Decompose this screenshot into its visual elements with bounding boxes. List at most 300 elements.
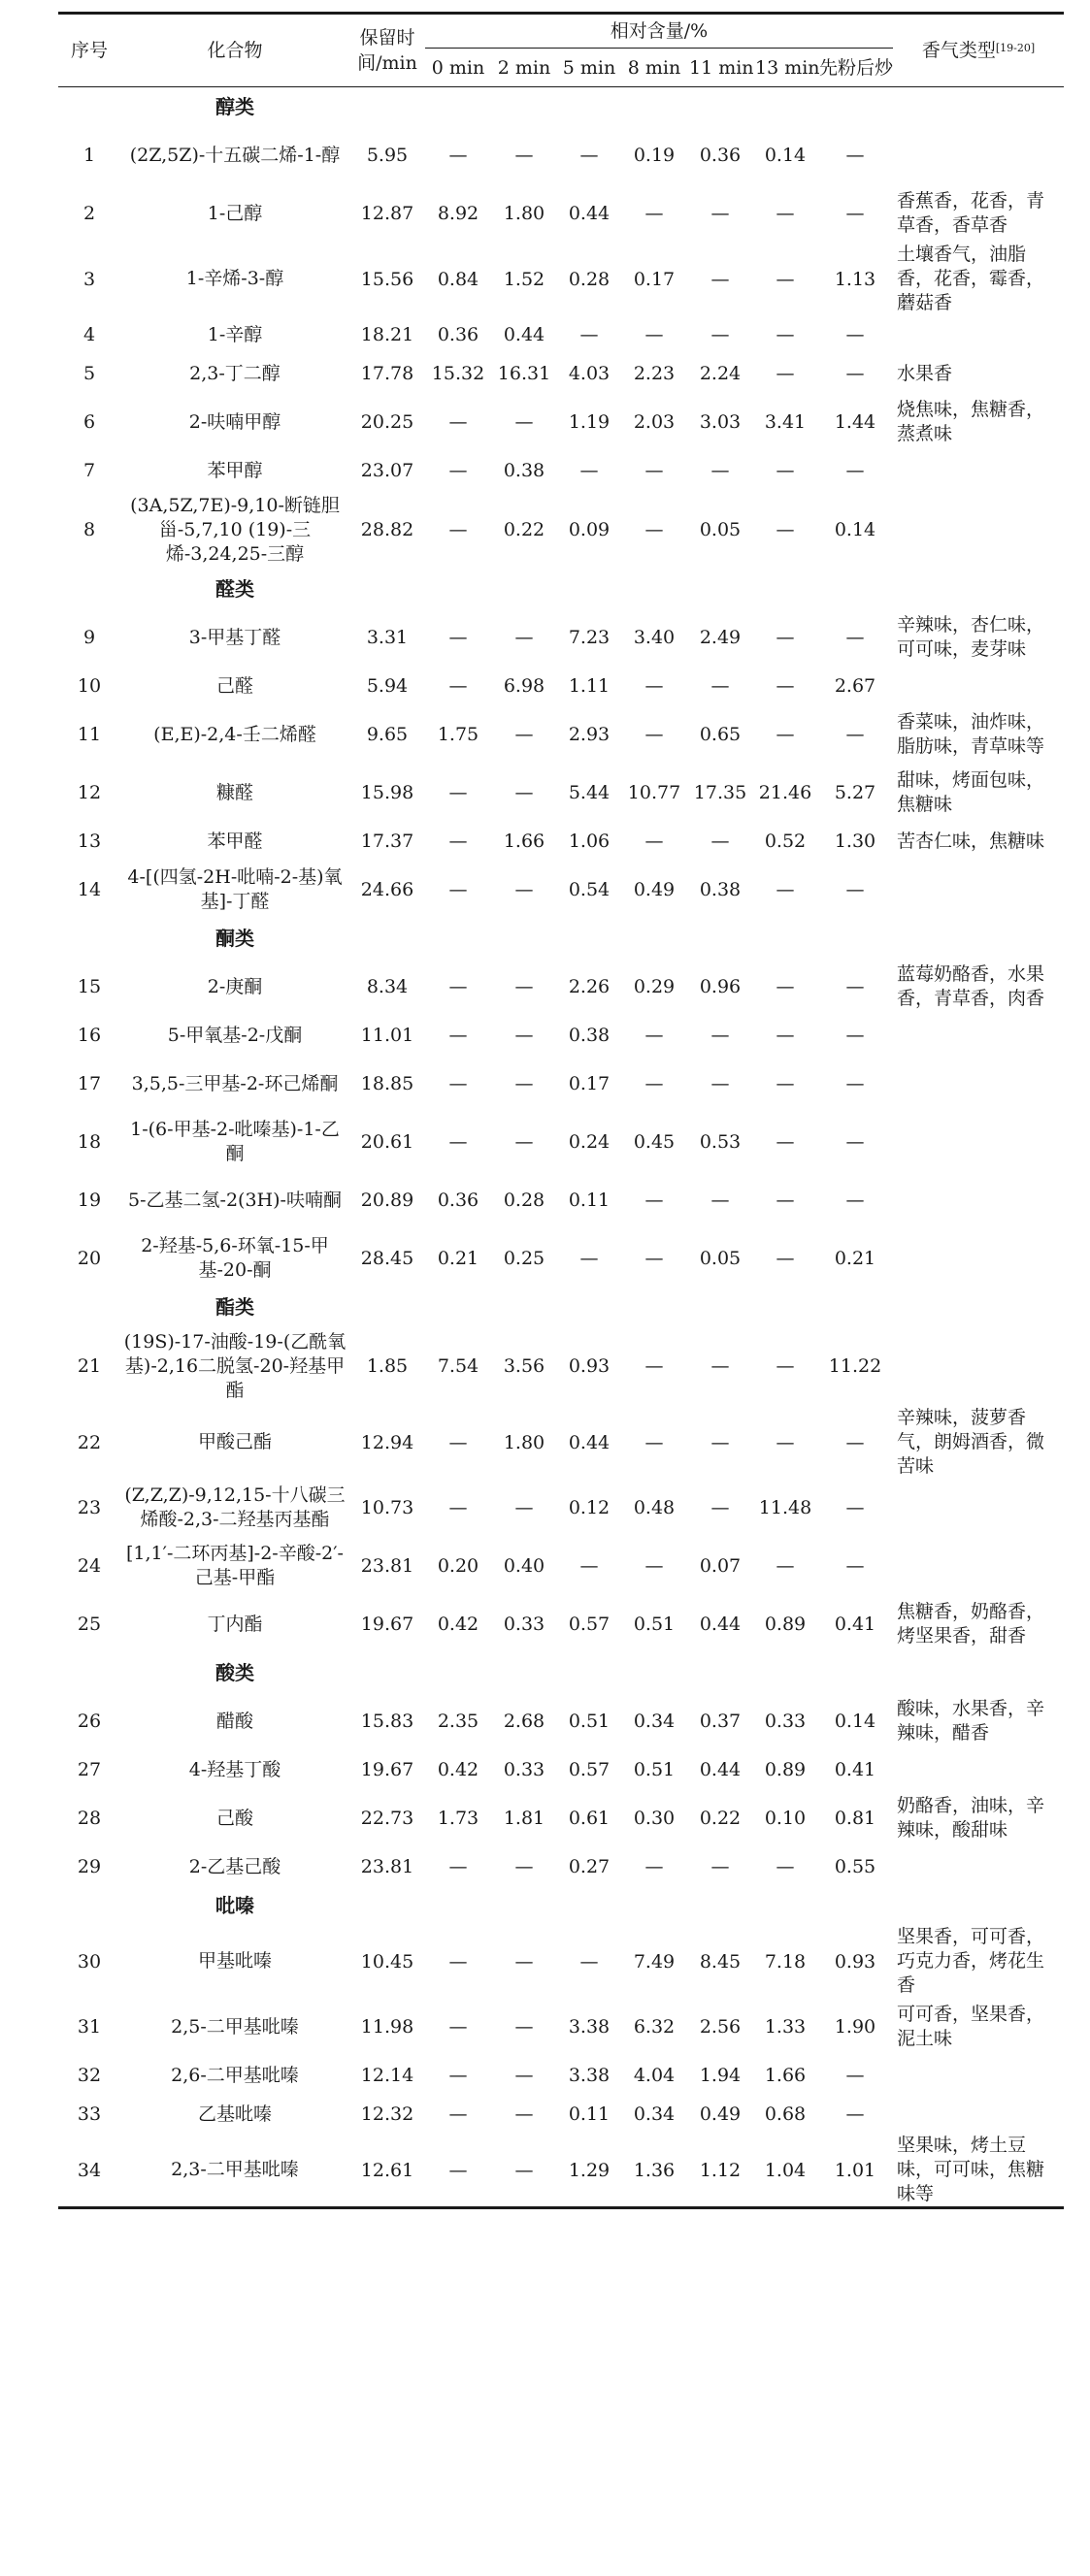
table-row (58, 126, 1064, 184)
table-row (58, 1847, 1064, 1886)
relative-content-5: — (776, 1431, 795, 1453)
retention-time: 11.01 (360, 1025, 414, 1046)
relative-content-0: — (448, 1950, 468, 1973)
relative-content-6: — (845, 1131, 865, 1153)
row-number: 25 (77, 1614, 102, 1635)
relative-content-0: 0.84 (437, 268, 479, 290)
aroma-type: 香菜味，油炸味，脂肪味，青草味等 (897, 711, 1045, 757)
table-row (58, 1925, 1064, 1998)
compound-name: 2,5-二甲基吡嗪 (171, 2015, 299, 2038)
relative-content-5: 0.89 (764, 1614, 807, 1635)
relative-content-0: 0.20 (437, 1555, 479, 1577)
relative-content-4: — (710, 1355, 730, 1377)
row-number: 5 (83, 363, 96, 384)
relative-content-0: — (448, 627, 468, 648)
relative-content-4: — (710, 831, 730, 852)
retention-time: 9.65 (366, 724, 409, 745)
table-row (58, 1229, 1064, 1288)
row-number: 4 (83, 324, 96, 345)
retention-time: 10.45 (360, 1950, 414, 1973)
relative-content-4: 0.65 (699, 724, 742, 745)
relative-content-4: — (710, 1190, 730, 1211)
relative-content-2: 0.44 (568, 1431, 611, 1453)
relative-content-1: 1.80 (503, 1431, 545, 1453)
aroma-type: 烧焦味，焦糖香，蒸煮味 (897, 399, 1045, 444)
compound-name: 3,5,5-三甲基-2-环己烯酮 (131, 1072, 339, 1094)
relative-content-2: 7.23 (568, 627, 611, 648)
retention-time: 15.98 (360, 782, 414, 803)
aroma-type: 甜味，烤面包味，焦糖味 (897, 769, 1045, 815)
relative-content-5: 0.52 (764, 831, 807, 852)
aroma-type (893, 1479, 1064, 1537)
retention-time: 22.73 (360, 1808, 414, 1829)
table-row (58, 1537, 1064, 1595)
aroma-type: 酸味，水果香，辛辣味，醋香 (897, 1698, 1045, 1744)
relative-content-4: 0.96 (699, 976, 742, 997)
relative-content-3: — (644, 460, 664, 481)
relative-content-6: 0.14 (834, 1711, 876, 1732)
retention-time: 12.94 (360, 1431, 414, 1453)
relative-content-6: — (845, 976, 865, 997)
relative-content-2: 0.57 (568, 1759, 611, 1780)
retention-time: 12.14 (360, 2065, 414, 2086)
header-col-4: 11 min (687, 49, 753, 87)
relative-content-2: 0.51 (568, 1711, 611, 1732)
row-number: 6 (83, 411, 96, 433)
relative-content-0: — (448, 976, 468, 997)
table-row (58, 490, 1064, 570)
compound-name: 2,3-二甲基吡嗪 (171, 2159, 299, 2180)
retention-time: 17.37 (360, 831, 414, 852)
relative-content-1: — (514, 145, 534, 166)
category-spacer (58, 570, 120, 608)
relative-content-1: — (514, 1073, 534, 1094)
retention-time: 24.66 (360, 879, 414, 900)
retention-time: 23.07 (360, 460, 414, 481)
category-row (58, 1886, 1064, 1925)
retention-time: 11.98 (360, 2016, 414, 2038)
header-col-5: 13 min (753, 49, 817, 87)
relative-content-6: — (845, 363, 865, 384)
category-spacer (349, 1653, 1064, 1692)
retention-time: 17.78 (360, 363, 414, 384)
aroma-type: 香蕉香，花香，青草香，香草香 (897, 190, 1045, 236)
relative-content-2: 0.38 (568, 1025, 611, 1046)
relative-content-6: 0.55 (834, 1856, 876, 1877)
category-row (58, 919, 1064, 958)
relative-content-0: 0.36 (437, 324, 479, 345)
relative-content-3: 3.40 (633, 627, 676, 648)
table-row (58, 354, 1064, 393)
relative-content-5: — (776, 1248, 795, 1269)
relative-content-3: 0.34 (633, 2103, 676, 2125)
relative-content-1: — (514, 1497, 534, 1518)
compound-name: (Z,Z,Z)-9,12,15-十八碳三烯酸-2,3-二羟基丙基酯 (124, 1484, 346, 1530)
relative-content-0: 0.42 (437, 1759, 479, 1780)
retention-time: 1.85 (366, 1355, 409, 1377)
aroma-type (893, 2056, 1064, 2095)
relative-content-4: 2.56 (699, 2016, 742, 2038)
relative-content-0: — (448, 1856, 468, 1877)
compound-name: 苯甲醇 (207, 459, 263, 481)
relative-content-3: — (644, 1190, 664, 1211)
relative-content-2: 0.44 (568, 203, 611, 224)
relative-content-4: 17.35 (693, 782, 747, 803)
relative-content-0: — (448, 1497, 468, 1518)
relative-content-3: — (644, 324, 664, 345)
header-col-3: 8 min (621, 49, 687, 87)
row-number: 3 (83, 268, 96, 290)
relative-content-0: — (448, 2065, 468, 2086)
relative-content-5: 1.33 (764, 2016, 807, 2038)
relative-content-4: 1.94 (699, 2065, 742, 2086)
relative-content-6: — (845, 324, 865, 345)
retention-time: 23.81 (360, 1555, 414, 1577)
relative-content-3: — (644, 1025, 664, 1046)
relative-content-2: — (579, 1950, 599, 1973)
row-number: 33 (77, 2103, 102, 2125)
compound-name: 1-(6-甲基-2-吡嗪基)-1-乙酮 (130, 1119, 340, 1164)
header-aroma (893, 14, 1064, 87)
relative-content-0: — (448, 2159, 468, 2181)
relative-content-2: 0.11 (568, 1190, 611, 1211)
compound-table (58, 12, 1064, 2209)
aroma-type: 奶酪香，油味，辛辣味，酸甜味 (897, 1795, 1045, 1841)
relative-content-3: 0.48 (633, 1497, 676, 1518)
compound-name: 4-[(四氢-2H-吡喃-2-基)氧基]-丁醛 (127, 866, 343, 912)
row-number: 27 (77, 1759, 102, 1780)
relative-content-2: 1.29 (568, 2159, 611, 2181)
relative-content-0: — (448, 2016, 468, 2038)
relative-content-0: 1.75 (437, 724, 479, 745)
relative-content-1: — (514, 1856, 534, 1877)
table-row (58, 1171, 1064, 1229)
relative-content-3: 0.29 (633, 976, 676, 997)
relative-content-3: 0.51 (633, 1614, 676, 1635)
row-number: 28 (77, 1808, 102, 1829)
table-row (58, 315, 1064, 354)
retention-time: 12.61 (360, 2159, 414, 2181)
relative-content-6: — (845, 145, 865, 166)
relative-content-1: — (514, 724, 534, 745)
relative-content-4: 8.45 (699, 1950, 742, 1973)
relative-content-3: — (644, 1555, 664, 1577)
row-number: 8 (83, 519, 96, 540)
retention-time: 18.21 (360, 324, 414, 345)
compound-name: 己醛 (215, 674, 253, 697)
relative-content-6: 0.41 (834, 1614, 876, 1635)
row-number: 17 (77, 1073, 102, 1094)
row-number: 30 (77, 1950, 102, 1973)
relative-content-1: 0.28 (503, 1190, 545, 1211)
relative-content-0: — (448, 1025, 468, 1046)
relative-content-5: 1.66 (764, 2065, 807, 2086)
retention-time: 20.61 (360, 1131, 414, 1153)
relative-content-0: — (448, 879, 468, 900)
aroma-type (893, 1537, 1064, 1595)
relative-content-6: 1.44 (834, 411, 876, 433)
compound-name: 苯甲醛 (207, 830, 263, 852)
relative-content-2: — (579, 1248, 599, 1269)
relative-content-4: 0.05 (699, 1248, 742, 1269)
relative-content-5: 1.04 (764, 2159, 807, 2181)
relative-content-6: 1.01 (834, 2159, 876, 2181)
relative-content-5: — (776, 675, 795, 697)
relative-content-1: 1.81 (503, 1808, 545, 1829)
compound-name: 4-羟基丁酸 (188, 1758, 281, 1780)
category-spacer (349, 919, 1064, 958)
category-spacer (58, 919, 120, 958)
relative-content-6: — (845, 1555, 865, 1577)
relative-content-5: — (776, 1190, 795, 1211)
relative-content-1: 0.44 (503, 324, 545, 345)
relative-content-1: — (514, 411, 534, 433)
relative-content-2: 0.09 (568, 519, 611, 540)
row-number: 9 (83, 627, 96, 648)
relative-content-0: 0.21 (437, 1248, 479, 1269)
aroma-type: 坚果香，可可香，巧克力香，烤花生香 (897, 1926, 1045, 1996)
relative-content-2: 4.03 (568, 363, 611, 384)
category-spacer (349, 570, 1064, 608)
aroma-type (893, 451, 1064, 490)
retention-time: 5.94 (366, 675, 409, 697)
relative-content-5: 0.33 (764, 1711, 807, 1732)
header-col-2: 5 min (557, 49, 621, 87)
relative-content-4: 1.12 (699, 2159, 742, 2181)
relative-content-3: — (644, 519, 664, 540)
relative-content-5: — (776, 1025, 795, 1046)
relative-content-1: — (514, 2103, 534, 2125)
category-label: 醛类 (215, 577, 254, 601)
row-number: 29 (77, 1856, 102, 1877)
aroma-type: 坚果味，烤土豆味，可可味，焦糖味等 (897, 2135, 1045, 2204)
compound-name: 2-庚酮 (207, 975, 263, 997)
relative-content-6: — (845, 724, 865, 745)
relative-content-2: 1.06 (568, 831, 611, 852)
relative-content-4: 2.49 (699, 627, 742, 648)
relative-content-2: 0.24 (568, 1131, 611, 1153)
relative-content-6: — (845, 203, 865, 224)
relative-content-1: — (514, 976, 534, 997)
relative-content-4: — (710, 1073, 730, 1094)
relative-content-2: — (579, 324, 599, 345)
compound-name: 糠醛 (215, 781, 253, 803)
relative-content-2: 3.38 (568, 2016, 611, 2038)
relative-content-5: — (776, 363, 795, 384)
relative-content-4: 0.22 (699, 1808, 742, 1829)
category-label: 酸类 (215, 1661, 254, 1684)
relative-content-4: — (710, 1497, 730, 1518)
relative-content-0: 1.73 (437, 1808, 479, 1829)
category-spacer (58, 87, 120, 127)
relative-content-1: 0.38 (503, 460, 545, 481)
category-label: 醇类 (215, 95, 254, 118)
table-row (58, 667, 1064, 705)
relative-content-6: — (845, 1431, 865, 1453)
relative-content-3: — (644, 831, 664, 852)
relative-content-4: — (710, 675, 730, 697)
compound-name: 2,6-二甲基吡嗪 (171, 2064, 299, 2086)
row-number: 15 (77, 976, 102, 997)
relative-content-5: — (776, 1856, 795, 1877)
row-number: 11 (77, 724, 102, 745)
relative-content-0: — (448, 831, 468, 852)
relative-content-4: 0.44 (699, 1759, 742, 1780)
relative-content-3: — (644, 675, 664, 697)
relative-content-4: — (710, 460, 730, 481)
relative-content-2: 0.57 (568, 1614, 611, 1635)
aroma-type (893, 1750, 1064, 1789)
aroma-type: 可可香，坚果香，泥土味 (897, 2004, 1045, 2049)
relative-content-3: — (644, 1431, 664, 1453)
relative-content-6: 1.90 (834, 2016, 876, 2038)
relative-content-2: 2.26 (568, 976, 611, 997)
relative-content-2: — (579, 460, 599, 481)
header-col-1: 2 min (491, 49, 557, 87)
table-row (58, 861, 1064, 919)
relative-content-0: — (448, 145, 468, 166)
row-number: 20 (77, 1248, 102, 1269)
relative-content-6: — (845, 1190, 865, 1211)
category-spacer (58, 1653, 120, 1692)
retention-time: 28.82 (360, 519, 414, 540)
row-number: 31 (77, 2016, 102, 2038)
retention-time: 10.73 (360, 1497, 414, 1518)
compound-name: 醋酸 (215, 1710, 253, 1732)
category-spacer (349, 87, 1064, 127)
aroma-type (893, 1326, 1064, 1406)
relative-content-5: 0.10 (764, 1808, 807, 1829)
compound-name: 己酸 (215, 1807, 253, 1829)
relative-content-5: — (776, 268, 795, 290)
compound-name: (E,E)-2,4-壬二烯醛 (153, 723, 316, 745)
aroma-type (893, 1016, 1064, 1055)
aroma-type: 辛辣味，菠萝香气，朗姆酒香，微苦味 (897, 1407, 1045, 1477)
relative-content-4: — (710, 324, 730, 345)
aroma-type (893, 1055, 1064, 1113)
aroma-type: 土壤香气，油脂香，花香，霉香，蘑菇香 (897, 244, 1045, 313)
relative-content-5: 0.89 (764, 1759, 807, 1780)
aroma-type: 焦糖香，奶酪香，烤坚果香，甜香 (897, 1601, 1045, 1647)
relative-content-2: 0.61 (568, 1808, 611, 1829)
row-number: 12 (77, 782, 102, 803)
relative-content-5: 21.46 (758, 782, 812, 803)
aroma-type: 苦杏仁味，焦糖味 (897, 830, 1045, 852)
relative-content-6: 0.14 (834, 519, 876, 540)
relative-content-3: — (644, 1856, 664, 1877)
category-spacer (349, 1886, 1064, 1925)
relative-content-1: 0.40 (503, 1555, 545, 1577)
row-number: 1 (83, 145, 96, 166)
retention-time: 20.25 (360, 411, 414, 433)
relative-content-1: 1.80 (503, 203, 545, 224)
relative-content-0: — (448, 460, 468, 481)
relative-content-4: — (710, 203, 730, 224)
relative-content-5: — (776, 976, 795, 997)
category-label: 吡嗪 (215, 1894, 254, 1917)
retention-time: 19.67 (360, 1759, 414, 1780)
relative-content-1: — (514, 2065, 534, 2086)
relative-content-4: — (710, 268, 730, 290)
aroma-type (893, 126, 1064, 184)
relative-content-4: 0.44 (699, 1614, 742, 1635)
relative-content-0: 15.32 (431, 363, 485, 384)
retention-time: 12.87 (360, 203, 414, 224)
category-label: 酯类 (215, 1295, 254, 1319)
header-aroma-ref: [19-20] (995, 42, 1036, 54)
relative-content-6: 1.13 (834, 268, 876, 290)
relative-content-3: 7.49 (633, 1950, 676, 1973)
relative-content-5: — (776, 1131, 795, 1153)
compound-name: 乙基吡嗪 (197, 2103, 272, 2125)
category-row (58, 1653, 1064, 1692)
table-row (58, 451, 1064, 490)
header-aroma-label: 香气类型 (921, 40, 996, 61)
relative-content-6: 11.22 (828, 1355, 882, 1377)
relative-content-3: — (644, 1248, 664, 1269)
row-number: 26 (77, 1711, 102, 1732)
table-row (58, 2056, 1064, 2095)
relative-content-2: 0.28 (568, 268, 611, 290)
relative-content-2: 0.17 (568, 1073, 611, 1094)
relative-content-3: 0.34 (633, 1711, 676, 1732)
relative-content-5: — (776, 1073, 795, 1094)
relative-content-3: 0.49 (633, 879, 676, 900)
relative-content-3: 0.19 (633, 145, 676, 166)
relative-content-4: 0.07 (699, 1555, 742, 1577)
relative-content-2: 0.11 (568, 2103, 611, 2125)
row-number: 13 (77, 831, 102, 852)
relative-content-4: 0.53 (699, 1131, 742, 1153)
relative-content-1: — (514, 627, 534, 648)
header-relative-content: 相对含量/% (425, 14, 893, 49)
relative-content-0: 2.35 (437, 1711, 479, 1732)
retention-time: 18.85 (360, 1073, 414, 1094)
relative-content-3: 10.77 (627, 782, 681, 803)
table-row (58, 2095, 1064, 2134)
relative-content-0: 7.54 (437, 1355, 479, 1377)
relative-content-6: — (845, 1025, 865, 1046)
compound-name: 2,3-丁二醇 (189, 362, 281, 384)
retention-time: 15.83 (360, 1711, 414, 1732)
relative-content-3: 6.32 (633, 2016, 676, 2038)
relative-content-0: — (448, 519, 468, 540)
compound-name: 5-甲氧基-2-戊酮 (167, 1024, 303, 1046)
relative-content-6: — (845, 2065, 865, 2086)
relative-content-0: — (448, 411, 468, 433)
table-row (58, 764, 1064, 822)
retention-time: 19.67 (360, 1614, 414, 1635)
relative-content-6: 5.27 (834, 782, 876, 803)
table-header (58, 14, 1064, 87)
relative-content-5: 0.14 (764, 145, 807, 166)
table-row (58, 243, 1064, 315)
relative-content-3: 0.51 (633, 1759, 676, 1780)
row-number: 23 (77, 1497, 102, 1518)
relative-content-6: — (845, 460, 865, 481)
relative-content-2: 0.12 (568, 1497, 611, 1518)
relative-content-0: — (448, 1073, 468, 1094)
header-retention-time (349, 14, 425, 87)
row-number: 22 (77, 1431, 102, 1453)
relative-content-4: 0.37 (699, 1711, 742, 1732)
compound-name: (3A,5Z,7E)-9,10-断链胆甾-5,7,10 (19)-三烯-3,24,25-三醇 (130, 494, 340, 565)
relative-content-1: 0.22 (503, 519, 545, 540)
relative-content-4: — (710, 1856, 730, 1877)
retention-time: 23.81 (360, 1856, 414, 1877)
relative-content-5: — (776, 324, 795, 345)
relative-content-2: 2.93 (568, 724, 611, 745)
